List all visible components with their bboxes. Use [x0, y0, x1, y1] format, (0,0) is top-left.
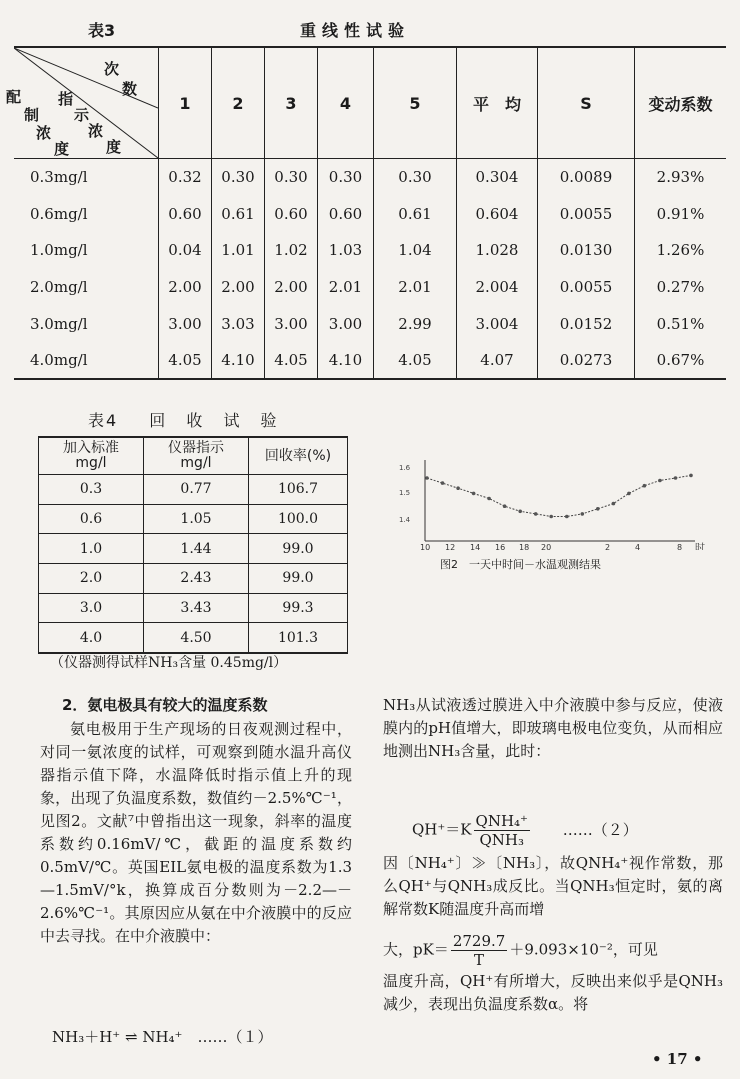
eq3-lhs: 大，pK＝ — [383, 940, 449, 959]
table-cell: 101.3 — [249, 623, 348, 653]
x-tick-label: 16 — [495, 543, 506, 550]
table-row — [39, 534, 348, 564]
row-label: 0.3mg/l — [30, 168, 88, 187]
right-paragraph-3: 温度升高，QH⁺有所增大，反映出来似乎是QNH₃减少，表现出负温度系数α。将 — [383, 972, 723, 1013]
table-cell: 2.00 — [265, 269, 318, 306]
table-cell: 2.00 — [212, 269, 265, 306]
data-series — [425, 474, 693, 519]
table-cell: 1.26% — [635, 232, 727, 269]
table-row — [14, 269, 726, 306]
table-cell: 3.004 — [457, 305, 538, 342]
row-label: 1.0mg/l — [30, 241, 88, 260]
table-cell: 2.01 — [374, 269, 457, 306]
eq3-numerator: 2729.7 — [452, 932, 506, 950]
table-cell: 4.05 — [159, 342, 212, 379]
section-heading: 2．氨电极具有较大的温度系数 — [62, 696, 268, 714]
eq2-tag: ……（２） — [562, 820, 638, 839]
data-point — [596, 507, 600, 511]
figure2-chart — [395, 445, 715, 550]
table-cell: 4.10 — [212, 342, 265, 379]
table-cell: 0.32 — [159, 159, 212, 196]
table-cell: 0.60 — [159, 195, 212, 232]
table-cell: 4.0 — [39, 623, 144, 653]
table4-label: 表4 — [88, 411, 119, 430]
table-cell: 1.44 — [144, 534, 249, 564]
x-tick-label: 2 — [605, 543, 611, 550]
eq3-denominator: T — [474, 951, 485, 969]
table-cell: 0.0055 — [538, 195, 635, 232]
data-point — [441, 481, 445, 485]
col-header-avg: 平 均 — [457, 47, 538, 159]
x-tick-label: 10 — [420, 543, 431, 550]
header-nong2: 浓 — [88, 122, 104, 140]
header-shu: 数 — [122, 80, 138, 98]
row-label: 2.0mg/l — [30, 277, 88, 296]
header-nong: 浓 — [36, 124, 52, 142]
header-line: 仪器指示 — [168, 440, 224, 456]
col-header-cv: 变动系数 — [635, 47, 727, 159]
page-number: • 17 • — [652, 1050, 703, 1068]
table-cell: 3.0 — [39, 593, 144, 623]
data-point — [565, 515, 569, 519]
data-point — [689, 474, 693, 478]
table-cell: 4.07 — [457, 342, 538, 379]
header-zhi2: 制 — [24, 106, 40, 124]
eq2-numerator: QNH₄⁺ — [475, 812, 528, 830]
table-cell: 4.10 — [318, 342, 374, 379]
header-pei: 配 — [6, 88, 22, 106]
data-point — [534, 512, 538, 516]
table-cell: 3.00 — [159, 305, 212, 342]
table3 — [6, 46, 726, 380]
table-cell: 0.51% — [635, 305, 727, 342]
header-ci: 次 — [104, 60, 120, 78]
table-cell: 0.0273 — [538, 342, 635, 379]
table-cell: 3.00 — [265, 305, 318, 342]
eq2-fraction — [474, 812, 530, 849]
x-tick-label: 18 — [519, 543, 530, 550]
table-cell: 1.04 — [374, 232, 457, 269]
data-point — [472, 492, 476, 496]
equation-1: NH₃＋H⁺ ⇌ NH₄⁺ ……（１） — [52, 1028, 273, 1046]
x-unit-label: 时 — [695, 543, 705, 550]
table-cell: 1.02 — [265, 232, 318, 269]
table-cell: 4.05 — [265, 342, 318, 379]
table-cell: 2.004 — [457, 269, 538, 306]
x-tick-label: 12 — [445, 543, 456, 550]
data-point — [658, 479, 662, 483]
table-cell: 3.03 — [212, 305, 265, 342]
table4 — [38, 436, 348, 654]
x-tick-label: 4 — [635, 543, 641, 550]
col-header-3: 3 — [265, 47, 318, 159]
table-cell: 2.00 — [159, 269, 212, 306]
data-point — [503, 504, 507, 508]
table-cell: 99.3 — [249, 593, 348, 623]
table-cell: 2.01 — [318, 269, 374, 306]
table-cell: 106.7 — [249, 475, 348, 505]
table4-caption — [88, 408, 285, 431]
data-point — [549, 515, 553, 519]
right-paragraph-2: 因〔NH₄⁺〕≫〔NH₃〕，故QNH₄⁺视作常数，那么QH⁺与QNH₃成反比。当QNH₃恒定时，氨的离解常数K随温度升高而增 — [383, 854, 723, 918]
table-cell: 4.50 — [144, 623, 249, 653]
table4-title: 回 收 试 验 — [149, 411, 285, 430]
col-header-2: 2 — [212, 47, 265, 159]
header-line: 回收率(%) — [264, 447, 332, 464]
eq2-lhs: QH⁺＝K — [412, 820, 472, 839]
table-cell: 0.61 — [212, 195, 265, 232]
table-row — [39, 475, 348, 505]
table-cell: 1.03 — [318, 232, 374, 269]
table-cell: 0.61 — [374, 195, 457, 232]
table-cell: 100.0 — [249, 504, 348, 534]
data-point — [581, 512, 585, 516]
table-cell: 0.3 — [39, 475, 144, 505]
table-row — [14, 159, 726, 196]
table-cell: 0.304 — [457, 159, 538, 196]
row-label: 4.0mg/l — [30, 350, 88, 369]
table-cell: 1.0 — [39, 534, 144, 564]
table-cell: 0.30 — [374, 159, 457, 196]
y-tick-label: 1.5 — [399, 489, 411, 497]
table-cell: 0.0055 — [538, 269, 635, 306]
table-cell: 0.0130 — [538, 232, 635, 269]
table-cell: 0.91% — [635, 195, 727, 232]
header-unit: mg/l — [180, 455, 212, 471]
table-cell: 1.028 — [457, 232, 538, 269]
col-header-5: 5 — [374, 47, 457, 159]
table-cell: 0.27% — [635, 269, 727, 306]
table3-label: 表3 — [88, 21, 116, 40]
header-zhi: 指 — [58, 90, 74, 108]
row-label: 3.0mg/l — [30, 314, 88, 333]
left-paragraph: 氨电极用于生产现场的日夜观测过程中，对同一氨浓度的试样，可观察到随水温升高仪器指示值下降，水温降低时指示值上升的现象，出现了负温度系数，数值约－2.5%℃⁻¹，见图2。文献⁷中曾指出这一现象，斜率的温度系数约0.16mV/℃，截距的温度系数约0.5mV/℃。英国EIL氨电极的温度系数为1.3—1.5mV/°k，换算成百分数则为－2.2—－2.6%℃⁻¹。其原因应从氨在中介液膜中的反应中去寻找。在中介液膜中： — [40, 720, 352, 945]
table-cell: 0.30 — [265, 159, 318, 196]
table3-diagonal-header — [6, 47, 159, 159]
x-tick-label: 20 — [541, 543, 552, 550]
data-point — [518, 510, 522, 514]
table-cell: 1.05 — [144, 504, 249, 534]
table-cell: 3.00 — [318, 305, 374, 342]
eq2-denominator: QNH₃ — [479, 831, 524, 849]
col-header-recovery — [249, 437, 348, 475]
header-shi: 示 — [74, 106, 90, 124]
table-cell: 0.67% — [635, 342, 727, 379]
col-header-added — [39, 437, 144, 475]
table-cell: 99.0 — [249, 534, 348, 564]
table-cell: 0.6 — [39, 504, 144, 534]
x-tick-label: 8 — [677, 543, 683, 550]
table-row — [14, 195, 726, 232]
table-cell: 2.99 — [374, 305, 457, 342]
table-cell: 0.0152 — [538, 305, 635, 342]
table-cell: 2.93% — [635, 159, 727, 196]
table-cell: 2.0 — [39, 564, 144, 594]
figure2 — [395, 445, 715, 554]
table-cell: 0.60 — [318, 195, 374, 232]
table4-header-row — [39, 437, 348, 475]
series-line — [427, 475, 691, 516]
table-row — [14, 305, 726, 342]
table-row — [39, 504, 348, 534]
table-row — [14, 342, 726, 379]
table-row — [39, 593, 348, 623]
col-header-reading — [144, 437, 249, 475]
equation-2 — [412, 812, 638, 849]
table-cell: 0.604 — [457, 195, 538, 232]
table3-header-row — [14, 47, 726, 159]
figure2-caption: 图2 一天中时间－水温观测结果 — [440, 558, 601, 571]
eq3-rhs: ＋9.093×10⁻²，可见 — [509, 940, 658, 959]
y-tick-label: 1.6 — [399, 464, 411, 472]
table-cell: 4.05 — [374, 342, 457, 379]
table-row — [39, 564, 348, 594]
table4-note: （仪器测得试样NH₃含量 0.45mg/l） — [50, 655, 288, 671]
table-cell: 0.30 — [318, 159, 374, 196]
equation-3 — [383, 932, 658, 969]
table-cell: 0.0089 — [538, 159, 635, 196]
table-cell: 0.60 — [265, 195, 318, 232]
table-row — [39, 623, 348, 653]
table-cell: 0.77 — [144, 475, 249, 505]
row-label: 0.6mg/l — [30, 204, 88, 223]
data-point — [425, 476, 429, 480]
table-cell: 0.30 — [212, 159, 265, 196]
eq3-fraction — [451, 932, 508, 969]
y-tick-label: 1.4 — [399, 516, 411, 524]
x-tick-label: 14 — [470, 543, 481, 550]
table-cell: 99.0 — [249, 564, 348, 594]
table-row — [14, 232, 726, 269]
data-point — [643, 484, 647, 488]
header-unit: mg/l — [75, 455, 107, 471]
table3-title: 重线性试验 — [300, 21, 411, 40]
header-line: 加入标准 — [63, 440, 119, 456]
right-paragraph-1: NH₃从试液透过膜进入中介液膜中参与反应，使液膜内的pH值增大，即玻璃电极电位变负，从而相应地测出NH₃含量，此时： — [383, 696, 723, 760]
data-point — [627, 492, 631, 496]
table-cell: 3.43 — [144, 593, 249, 623]
header-du: 度 — [54, 140, 70, 158]
col-header-4: 4 — [318, 47, 374, 159]
col-header-1: 1 — [159, 47, 212, 159]
data-point — [456, 486, 460, 490]
table-cell: 1.01 — [212, 232, 265, 269]
table-cell: 0.04 — [159, 232, 212, 269]
col-header-s: S — [538, 47, 635, 159]
data-point — [674, 476, 678, 480]
table-cell: 2.43 — [144, 564, 249, 594]
data-point — [487, 497, 491, 501]
header-du2: 度 — [106, 138, 122, 156]
data-point — [612, 502, 616, 506]
